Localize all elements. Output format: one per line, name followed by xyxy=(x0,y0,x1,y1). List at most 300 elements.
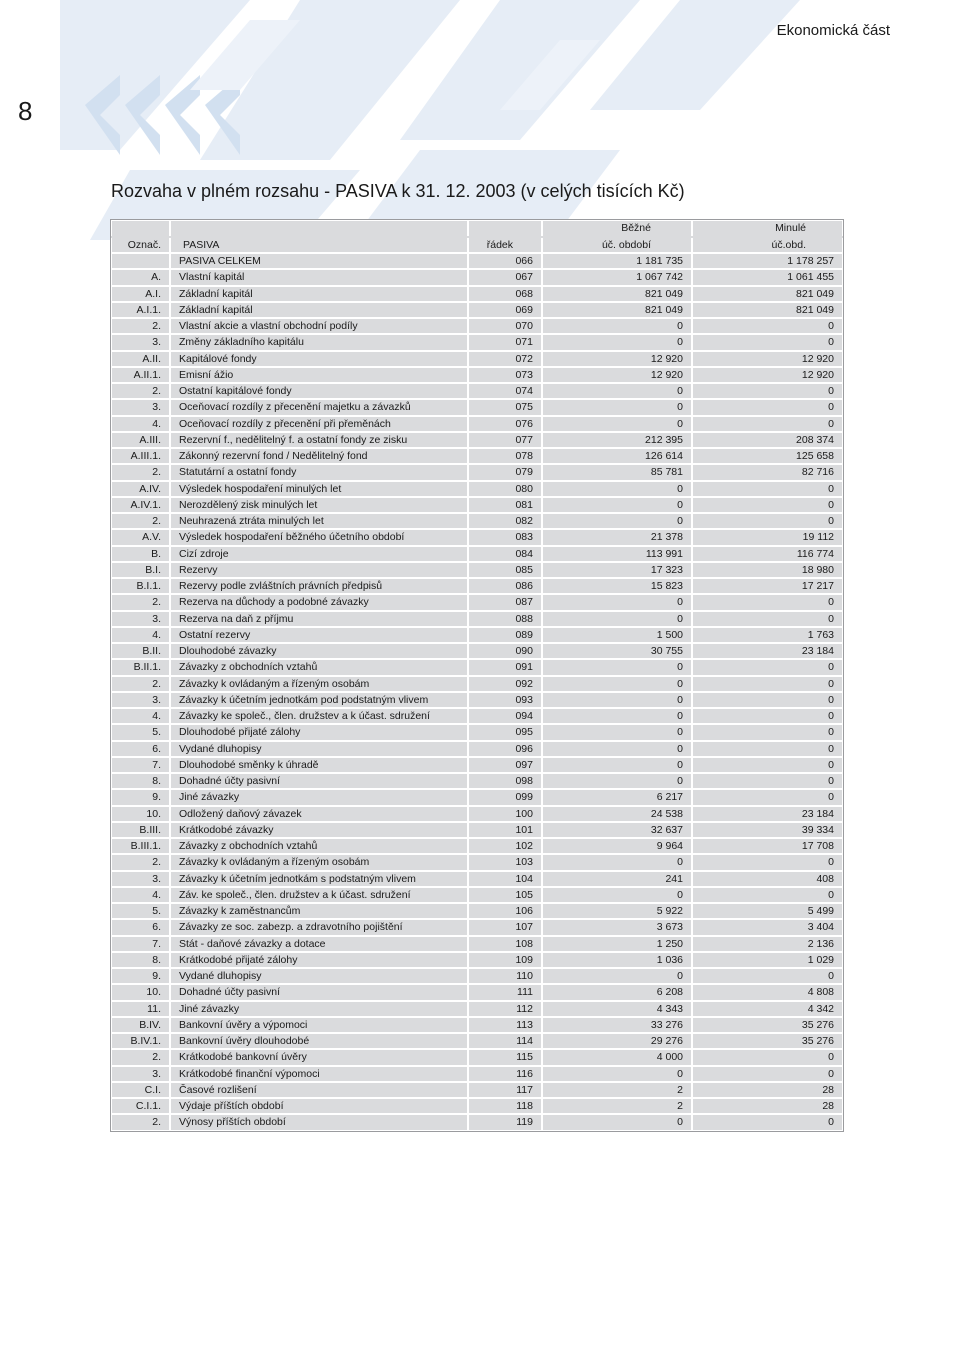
cell-row: 069 xyxy=(468,302,542,318)
cell-cur: 12 920 xyxy=(542,351,692,367)
table-row xyxy=(111,497,843,513)
table-row xyxy=(111,562,843,578)
cell-prev: 0 xyxy=(692,481,843,497)
cell-row: 068 xyxy=(468,286,542,302)
cell-row: 070 xyxy=(468,318,542,334)
cell-cur: 241 xyxy=(542,871,692,887)
header-code-top xyxy=(111,220,170,237)
cell-cur: 0 xyxy=(542,611,692,627)
cell-name: Závazky k ovládaným a řízeným osobám xyxy=(170,854,468,870)
cell-code xyxy=(111,253,170,269)
cell-cur: 0 xyxy=(542,334,692,350)
table-row xyxy=(111,741,843,757)
table-row xyxy=(111,643,843,659)
cell-code: 8. xyxy=(111,773,170,789)
cell-prev: 0 xyxy=(692,594,843,610)
table-row xyxy=(111,399,843,415)
cell-code: A.V. xyxy=(111,529,170,545)
cell-prev: 0 xyxy=(692,692,843,708)
cell-cur: 1 181 735 xyxy=(542,253,692,269)
cell-cur: 821 049 xyxy=(542,286,692,302)
cell-cur: 6 208 xyxy=(542,984,692,1000)
cell-name: Základní kapitál xyxy=(170,302,468,318)
table-row xyxy=(111,594,843,610)
cell-code: 4. xyxy=(111,708,170,724)
table-row xyxy=(111,757,843,773)
cell-row: 094 xyxy=(468,708,542,724)
cell-row: 111 xyxy=(468,984,542,1000)
cell-code: B.II.1. xyxy=(111,659,170,675)
cell-code: 7. xyxy=(111,757,170,773)
table-row xyxy=(111,269,843,285)
cell-name: Závazky k účetním jednotkám pod podstatným vlivem xyxy=(170,692,468,708)
cell-cur: 821 049 xyxy=(542,302,692,318)
table-row xyxy=(111,367,843,383)
cell-prev: 0 xyxy=(692,1049,843,1065)
cell-name: Dohadné účty pasivní xyxy=(170,773,468,789)
table-row xyxy=(111,253,843,269)
cell-code: 11. xyxy=(111,1001,170,1017)
cell-name: Krátkodobé přijaté zálohy xyxy=(170,952,468,968)
cell-prev: 0 xyxy=(692,741,843,757)
cell-row: 119 xyxy=(468,1114,542,1130)
cell-row: 076 xyxy=(468,416,542,432)
cell-code: 2. xyxy=(111,513,170,529)
cell-code: 3. xyxy=(111,611,170,627)
cell-code: 7. xyxy=(111,936,170,952)
cell-prev: 39 334 xyxy=(692,822,843,838)
cell-cur: 32 637 xyxy=(542,822,692,838)
cell-prev: 1 178 257 xyxy=(692,253,843,269)
cell-code: A.IV. xyxy=(111,481,170,497)
cell-name: Cizí zdroje xyxy=(170,546,468,562)
table-row xyxy=(111,903,843,919)
table-row xyxy=(111,952,843,968)
cell-code: B.I. xyxy=(111,562,170,578)
cell-code: 5. xyxy=(111,724,170,740)
header-row-top xyxy=(468,220,542,237)
cell-prev: 0 xyxy=(692,1066,843,1082)
cell-prev: 4 342 xyxy=(692,1001,843,1017)
cell-cur: 0 xyxy=(542,1066,692,1082)
cell-cur: 12 920 xyxy=(542,367,692,383)
cell-cur: 2 xyxy=(542,1098,692,1114)
cell-name: Změny základního kapitálu xyxy=(170,334,468,350)
cell-prev: 35 276 xyxy=(692,1033,843,1049)
cell-prev: 1 061 455 xyxy=(692,269,843,285)
cell-cur: 0 xyxy=(542,757,692,773)
cell-prev: 0 xyxy=(692,399,843,415)
cell-name: Ostatní kapitálové fondy xyxy=(170,383,468,399)
cell-code: 2. xyxy=(111,854,170,870)
cell-code: B.IV.1. xyxy=(111,1033,170,1049)
cell-name: Výnosy příštích období xyxy=(170,1114,468,1130)
cell-row: 066 xyxy=(468,253,542,269)
table-row xyxy=(111,318,843,334)
cell-name: Rezervy xyxy=(170,562,468,578)
table-row xyxy=(111,464,843,480)
cell-prev: 82 716 xyxy=(692,464,843,480)
cell-name: Zákonný rezervní fond / Nedělitelný fond xyxy=(170,448,468,464)
cell-name: Bankovní úvěry dlouhodobé xyxy=(170,1033,468,1049)
cell-name: Závazky z obchodních vztahů xyxy=(170,659,468,675)
cell-cur: 85 781 xyxy=(542,464,692,480)
cell-row: 083 xyxy=(468,529,542,545)
table-row xyxy=(111,919,843,935)
cell-code: A.III.1. xyxy=(111,448,170,464)
cell-cur: 2 xyxy=(542,1082,692,1098)
cell-row: 103 xyxy=(468,854,542,870)
cell-name: Odložený daňový závazek xyxy=(170,806,468,822)
cell-code: A.I. xyxy=(111,286,170,302)
table-row xyxy=(111,871,843,887)
cell-row: 097 xyxy=(468,757,542,773)
cell-name: Výsledek hospodaření běžného účetního období xyxy=(170,529,468,545)
cell-name: Kapitálové fondy xyxy=(170,351,468,367)
header-name-top xyxy=(170,220,468,237)
cell-prev: 0 xyxy=(692,773,843,789)
cell-prev: 1 029 xyxy=(692,952,843,968)
cell-prev: 35 276 xyxy=(692,1017,843,1033)
cell-cur: 0 xyxy=(542,708,692,724)
header-name: PASIVA xyxy=(170,237,468,254)
cell-row: 096 xyxy=(468,741,542,757)
cell-row: 086 xyxy=(468,578,542,594)
cell-name: Neuhrazená ztráta minulých let xyxy=(170,513,468,529)
cell-cur: 5 922 xyxy=(542,903,692,919)
header-code: Označ. xyxy=(111,237,170,254)
cell-prev: 116 774 xyxy=(692,546,843,562)
cell-cur: 0 xyxy=(542,513,692,529)
cell-code: A. xyxy=(111,269,170,285)
cell-cur: 1 250 xyxy=(542,936,692,952)
cell-code: 4. xyxy=(111,627,170,643)
cell-code: 6. xyxy=(111,741,170,757)
table-row xyxy=(111,286,843,302)
cell-row: 109 xyxy=(468,952,542,968)
table-header-row xyxy=(111,237,843,254)
cell-code: 2. xyxy=(111,383,170,399)
cell-prev: 0 xyxy=(692,611,843,627)
cell-cur: 0 xyxy=(542,854,692,870)
table-row xyxy=(111,1017,843,1033)
cell-name: Závazky ke společ., člen. družstev a k účast. sdružení xyxy=(170,708,468,724)
cell-cur: 0 xyxy=(542,1114,692,1130)
cell-row: 114 xyxy=(468,1033,542,1049)
cell-code: 2. xyxy=(111,676,170,692)
cell-row: 112 xyxy=(468,1001,542,1017)
cell-cur: 4 343 xyxy=(542,1001,692,1017)
cell-cur: 30 755 xyxy=(542,643,692,659)
cell-row: 082 xyxy=(468,513,542,529)
cell-code: 3. xyxy=(111,399,170,415)
table-row xyxy=(111,822,843,838)
cell-row: 098 xyxy=(468,773,542,789)
cell-prev: 23 184 xyxy=(692,643,843,659)
cell-cur: 4 000 xyxy=(542,1049,692,1065)
table-row xyxy=(111,1001,843,1017)
cell-row: 107 xyxy=(468,919,542,935)
cell-prev: 0 xyxy=(692,724,843,740)
cell-prev: 0 xyxy=(692,659,843,675)
cell-prev: 4 808 xyxy=(692,984,843,1000)
cell-row: 117 xyxy=(468,1082,542,1098)
cell-prev: 0 xyxy=(692,968,843,984)
table-row xyxy=(111,1049,843,1065)
cell-row: 080 xyxy=(468,481,542,497)
cell-name: Výdaje příštích období xyxy=(170,1098,468,1114)
cell-cur: 113 991 xyxy=(542,546,692,562)
table-row xyxy=(111,708,843,724)
cell-prev: 28 xyxy=(692,1098,843,1114)
cell-code: 2. xyxy=(111,1114,170,1130)
cell-code: 2. xyxy=(111,318,170,334)
cell-cur: 0 xyxy=(542,741,692,757)
cell-row: 110 xyxy=(468,968,542,984)
cell-name: Rezervní f., nedělitelný f. a ostatní fondy ze zisku xyxy=(170,432,468,448)
document-title: Rozvaha v plném rozsahu - PASIVA k 31. 12. 2003 (v celých tisících Kč) xyxy=(111,181,685,201)
cell-name: Statutární a ostatní fondy xyxy=(170,464,468,480)
cell-cur: 1 067 742 xyxy=(542,269,692,285)
cell-cur: 21 378 xyxy=(542,529,692,545)
cell-name: Rezerva na daň z příjmu xyxy=(170,611,468,627)
table-row xyxy=(111,546,843,562)
cell-code: 2. xyxy=(111,594,170,610)
cell-prev: 125 658 xyxy=(692,448,843,464)
table-row xyxy=(111,1114,843,1130)
cell-name: Závazky k ovládaným a řízeným osobám xyxy=(170,676,468,692)
cell-code: B.III.1. xyxy=(111,838,170,854)
cell-row: 071 xyxy=(468,334,542,350)
cell-cur: 212 395 xyxy=(542,432,692,448)
cell-name: Vlastní kapitál xyxy=(170,269,468,285)
cell-code: 10. xyxy=(111,984,170,1000)
cell-prev: 12 920 xyxy=(692,351,843,367)
cell-code: 3. xyxy=(111,1066,170,1082)
header-current-period-top: Běžné xyxy=(542,220,692,237)
table-row xyxy=(111,676,843,692)
cell-name: Vydané dluhopisy xyxy=(170,741,468,757)
cell-name: Časové rozlišení xyxy=(170,1082,468,1098)
cell-name: Výsledek hospodaření minulých let xyxy=(170,481,468,497)
cell-cur: 0 xyxy=(542,318,692,334)
cell-code: 3. xyxy=(111,334,170,350)
table-row xyxy=(111,806,843,822)
section-name: Ekonomická část xyxy=(776,22,890,39)
table-row xyxy=(111,887,843,903)
cell-prev: 821 049 xyxy=(692,302,843,318)
cell-name: PASIVA CELKEM xyxy=(170,253,468,269)
cell-name: Emisní ážio xyxy=(170,367,468,383)
cell-row: 108 xyxy=(468,936,542,952)
cell-name: Jiné závazky xyxy=(170,789,468,805)
cell-cur: 24 538 xyxy=(542,806,692,822)
cell-row: 099 xyxy=(468,789,542,805)
cell-name: Závazky k účetním jednotkám s podstatným vlivem xyxy=(170,871,468,887)
balance-sheet-liabilities-table xyxy=(110,219,844,1132)
table-row xyxy=(111,481,843,497)
cell-name: Krátkodobé bankovní úvěry xyxy=(170,1049,468,1065)
cell-name: Dohadné účty pasivní xyxy=(170,984,468,1000)
cell-row: 089 xyxy=(468,627,542,643)
cell-name: Závazky k zaměstnancům xyxy=(170,903,468,919)
cell-row: 100 xyxy=(468,806,542,822)
cell-cur: 15 823 xyxy=(542,578,692,594)
table-row xyxy=(111,334,843,350)
cell-code: C.I.1. xyxy=(111,1098,170,1114)
cell-row: 113 xyxy=(468,1017,542,1033)
table-row xyxy=(111,529,843,545)
cell-code: A.II. xyxy=(111,351,170,367)
cell-row: 075 xyxy=(468,399,542,415)
cell-prev: 0 xyxy=(692,676,843,692)
cell-cur: 0 xyxy=(542,659,692,675)
cell-prev: 2 136 xyxy=(692,936,843,952)
cell-prev: 0 xyxy=(692,318,843,334)
cell-prev: 0 xyxy=(692,789,843,805)
table-row xyxy=(111,1082,843,1098)
cell-name: Dlouhodobé závazky xyxy=(170,643,468,659)
cell-prev: 0 xyxy=(692,1114,843,1130)
table-row xyxy=(111,432,843,448)
table-row xyxy=(111,984,843,1000)
cell-name: Vlastní akcie a vlastní obchodní podíly xyxy=(170,318,468,334)
cell-code: A.IV.1. xyxy=(111,497,170,513)
cell-code: 3. xyxy=(111,871,170,887)
cell-prev: 5 499 xyxy=(692,903,843,919)
table-row xyxy=(111,789,843,805)
cell-name: Stát - daňové závazky a dotace xyxy=(170,936,468,952)
cell-row: 102 xyxy=(468,838,542,854)
table-row xyxy=(111,513,843,529)
cell-code: 9. xyxy=(111,789,170,805)
cell-prev: 0 xyxy=(692,497,843,513)
cell-cur: 3 673 xyxy=(542,919,692,935)
cell-code: 4. xyxy=(111,887,170,903)
cell-name: Jiné závazky xyxy=(170,1001,468,1017)
cell-name: Dlouhodobé směnky k úhradě xyxy=(170,757,468,773)
cell-cur: 1 036 xyxy=(542,952,692,968)
cell-code: B.III. xyxy=(111,822,170,838)
cell-code: 5. xyxy=(111,903,170,919)
cell-code: 3. xyxy=(111,692,170,708)
table-row xyxy=(111,968,843,984)
cell-code: B. xyxy=(111,546,170,562)
header-previous-period-top: Minulé xyxy=(692,220,843,237)
cell-code: 9. xyxy=(111,968,170,984)
cell-code: B.IV. xyxy=(111,1017,170,1033)
cell-prev: 17 708 xyxy=(692,838,843,854)
cell-prev: 0 xyxy=(692,708,843,724)
cell-prev: 28 xyxy=(692,1082,843,1098)
cell-name: Závazky z obchodních vztahů xyxy=(170,838,468,854)
cell-cur: 0 xyxy=(542,416,692,432)
cell-prev: 3 404 xyxy=(692,919,843,935)
table-row xyxy=(111,1098,843,1114)
cell-row: 106 xyxy=(468,903,542,919)
cell-cur: 0 xyxy=(542,399,692,415)
cell-row: 116 xyxy=(468,1066,542,1082)
cell-prev: 0 xyxy=(692,334,843,350)
cell-code: 2. xyxy=(111,1049,170,1065)
cell-name: Dlouhodobé přijaté zálohy xyxy=(170,724,468,740)
cell-prev: 208 374 xyxy=(692,432,843,448)
cell-code: 8. xyxy=(111,952,170,968)
table-row xyxy=(111,692,843,708)
cell-name: Oceňovací rozdíly z přecenění při přeměnách xyxy=(170,416,468,432)
cell-name: Oceňovací rozdíly z přecenění majetku a závazků xyxy=(170,399,468,415)
cell-row: 101 xyxy=(468,822,542,838)
table-row xyxy=(111,1033,843,1049)
cell-row: 072 xyxy=(468,351,542,367)
cell-prev: 0 xyxy=(692,854,843,870)
cell-cur: 6 217 xyxy=(542,789,692,805)
cell-prev: 0 xyxy=(692,757,843,773)
cell-cur: 0 xyxy=(542,692,692,708)
cell-row: 084 xyxy=(468,546,542,562)
cell-name: Záv. ke společ., člen. družstev a k účast. sdružení xyxy=(170,887,468,903)
cell-cur: 9 964 xyxy=(542,838,692,854)
cell-prev: 0 xyxy=(692,416,843,432)
cell-name: Ostatní rezervy xyxy=(170,627,468,643)
cell-code: B.II. xyxy=(111,643,170,659)
cell-cur: 29 276 xyxy=(542,1033,692,1049)
cell-prev: 0 xyxy=(692,887,843,903)
cell-row: 073 xyxy=(468,367,542,383)
table-row xyxy=(111,351,843,367)
cell-cur: 33 276 xyxy=(542,1017,692,1033)
cell-row: 087 xyxy=(468,594,542,610)
cell-row: 104 xyxy=(468,871,542,887)
cell-row: 090 xyxy=(468,643,542,659)
cell-row: 074 xyxy=(468,383,542,399)
cell-name: Krátkodobé finanční výpomoci xyxy=(170,1066,468,1082)
cell-name: Krátkodobé závazky xyxy=(170,822,468,838)
cell-name: Rezervy podle zvláštních právních předpisů xyxy=(170,578,468,594)
cell-cur: 0 xyxy=(542,383,692,399)
table-row xyxy=(111,383,843,399)
cell-row: 105 xyxy=(468,887,542,903)
cell-cur: 126 614 xyxy=(542,448,692,464)
cell-cur: 0 xyxy=(542,676,692,692)
cell-prev: 0 xyxy=(692,513,843,529)
table-row xyxy=(111,936,843,952)
table-row xyxy=(111,627,843,643)
page-number: 8 xyxy=(18,96,33,126)
cell-name: Vydané dluhopisy xyxy=(170,968,468,984)
header-row-number: řádek xyxy=(468,237,542,254)
cell-cur: 0 xyxy=(542,497,692,513)
cell-name: Bankovní úvěry a výpomoci xyxy=(170,1017,468,1033)
cell-code: 2. xyxy=(111,464,170,480)
cell-row: 093 xyxy=(468,692,542,708)
cell-name: Nerozdělený zisk minulých let xyxy=(170,497,468,513)
cell-row: 085 xyxy=(468,562,542,578)
cell-code: A.II.1. xyxy=(111,367,170,383)
cell-cur: 0 xyxy=(542,724,692,740)
table-row xyxy=(111,724,843,740)
table-header-row-top xyxy=(111,220,843,237)
table-row xyxy=(111,659,843,675)
table-row xyxy=(111,773,843,789)
cell-prev: 821 049 xyxy=(692,286,843,302)
cell-prev: 1 763 xyxy=(692,627,843,643)
table-row xyxy=(111,611,843,627)
cell-cur: 0 xyxy=(542,968,692,984)
cell-code: 10. xyxy=(111,806,170,822)
cell-name: Rezerva na důchody a podobné závazky xyxy=(170,594,468,610)
cell-prev: 17 217 xyxy=(692,578,843,594)
